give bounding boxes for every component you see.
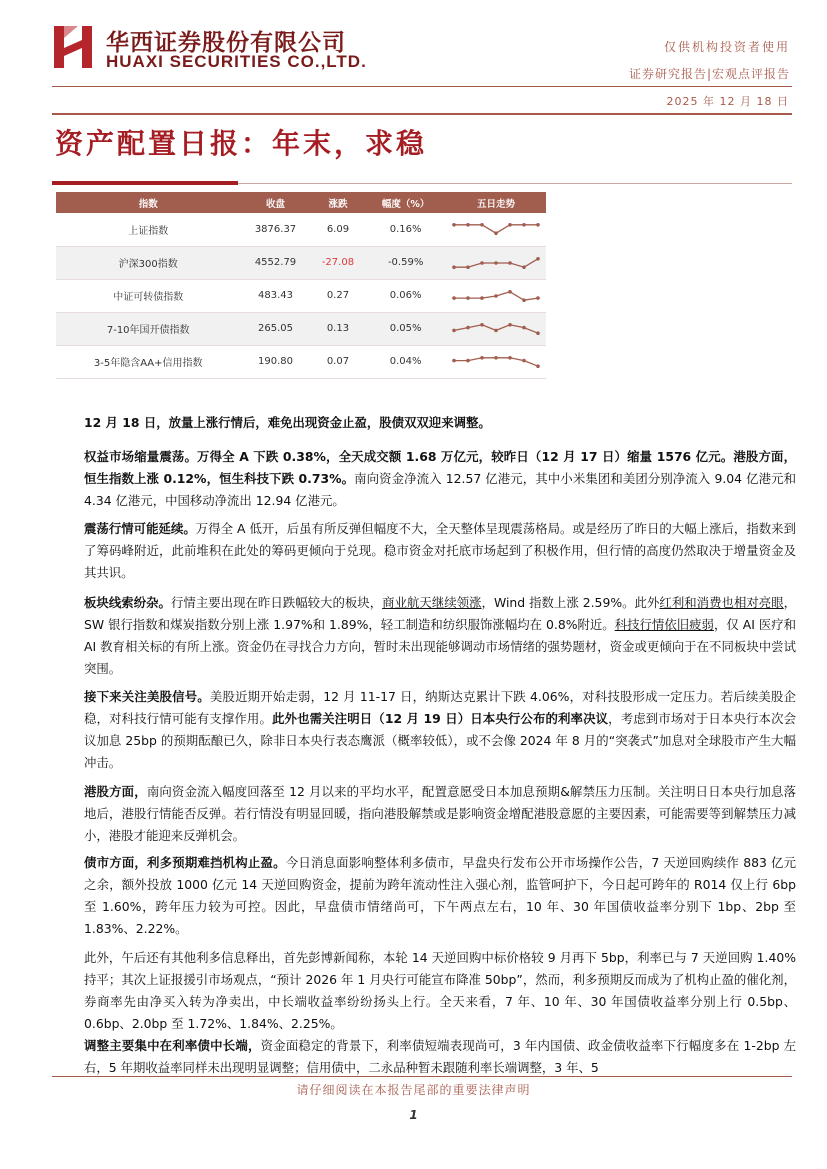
sparkline-point [494,328,498,332]
sector-highlight-tech: 科技行情依旧疲弱 [614,617,714,632]
sparkline-point [452,223,456,227]
sparkline-point [522,358,526,362]
title-underline [238,183,792,184]
market-summary-table [56,192,546,379]
sparkline-point [480,323,484,327]
boj-highlight: 此外也需关注明日（12 月 19 日）日本央行公布的利率决议 [272,711,609,726]
hk-lead: 港股方面， [84,784,147,799]
index-change: 0.27 [311,279,366,312]
report-date: 2025 年 12 月 18 日 [666,95,789,108]
sparkline-point [452,328,456,332]
index-pct: 0.16% [365,213,446,246]
sparkline-point [466,265,470,269]
sparkline-point [508,223,512,227]
index-close: 3876.37 [240,213,310,246]
sparkline [451,219,541,239]
index-name: 沪深300指数 [56,246,240,279]
trend-cell [446,279,546,312]
index-change: 0.13 [311,312,366,345]
trend-cell [446,345,546,378]
sector-text-c: ，SW 银行指数和煤炭指数分别上涨 1.97%和 1.89%，轻工制造和纺织服饰涨幅均在 0.8%附近。 [84,595,797,632]
index-name: 3-5年隐含AA+信用指数 [56,345,240,378]
index-close: 265.05 [240,312,310,345]
title-underline-accent [52,181,238,185]
sparkline-point [466,325,470,329]
sparkline-point [480,356,484,360]
sparkline [451,352,541,372]
summary-paragraph: 12 月 18 日，放量上涨行情后，难免出现资金止盈，股债双双迎来调整。 [84,415,491,430]
brand-name-cn: 华西证券股份有限公司 [106,30,346,56]
index-name: 7-10年国开债指数 [56,312,240,345]
us-stock-text-b: ，考虑到市场对于日本央行本次会议加息 25bp 的预期酝酿已久，除非日本央行表态鹰派（概率较低），或不会像 2024 年 8 月的“突袭式”加息对全球股市产生大幅冲击。 [84,711,797,770]
rate-paragraph [84,1035,796,1079]
sparkline-point [536,296,540,300]
sparkline-point [494,294,498,298]
table-row [56,213,546,246]
sector-text-b: ，Wind 指数上涨 2.59%。此外 [481,595,660,610]
volatility-text: 万得全 A 低开，后虽有所反弹但幅度不大，全天整体呈现震荡格局。或是经历了昨日的大幅上涨后，指数来到了筹码峰附近，此前堆积在此处的筹码更倾向于兑现。稳市资金对托底市场起到了积极作用，但行情的高度仍然取决于增量资金及其共识。 [84,521,796,580]
investor-notice: 仅供机构投资者使用 [663,40,790,54]
sparkline-point [536,223,540,227]
index-pct: 0.04% [365,345,446,378]
sector-highlight-dividend: 红利和消费也相对亮眼 [659,595,784,610]
sector-text-d: ，仅 AI 医疗和 AI 教育相关标的有所上涨。资金仍在寻找合力方向，暂时未出现能够调动市场情绪的强势题材，资金或更倾向于在不同板块中尝试突围。 [84,617,797,676]
footer-divider [52,1076,792,1077]
sparkline-point [536,364,540,368]
sparkline-point [536,331,540,335]
sparkline-point [466,296,470,300]
trend-cell [446,213,546,246]
hk-text: 南向资金流入幅度回落至 12 月以来的平均水平，配置意愿受日本加息预期&解禁压力压制。关注明日日本央行加息落地后，港股行情能否反弹。若行情没有明显回暖，指向港股解禁或是影响资金增配港股意愿的主要因素，可能需要等到解禁压力减小，港股才能迎来反弹机会。 [84,784,796,843]
index-change: 6.09 [311,213,366,246]
header-divider-thick [52,113,792,115]
table-row [56,345,546,378]
sparkline [451,286,541,306]
rate-lead: 调整主要集中在利率债中长端， [84,1038,261,1053]
equity-lead: 权益市场缩量震荡。万得全 A 下跌 0.38%，全天成交额 1.68 万亿元，较昨日（12 月 17 日）缩量 1576 亿元。港股方面，恒生指数上涨 0.12%，恒生科技下跌 0.73%。 [84,449,796,486]
sector-highlight-aerospace: 商业航天继续领涨 [382,595,482,610]
sparkline-point [480,296,484,300]
page-number: 1 [409,1108,418,1122]
index-name: 中证可转债指数 [56,279,240,312]
sparkline-point [494,356,498,360]
index-close: 4552.79 [240,246,310,279]
sparkline-point [452,296,456,300]
sector-lead: 板块线索纷杂。 [84,595,171,610]
sparkline-point [494,261,498,265]
table-row [56,279,546,312]
sparkline-point [466,223,470,227]
bond-text: 今日消息面影响整体利多债市，早盘央行发布公开市场操作公告，7 天逆回购续作 883 亿元之余，额外投放 1000 亿元 14 天逆回购资金，提前为跨年流动性注入强心剂，监管呵护下，今日起可跨年的 R014 仅上行 6bp 至 1.60%，跨年压力较为可控。因此，早盘债市情绪尚可，下午两点左右，10 年、30 年国债收益率分别下 1bp、2bp 至 1.83%、2.22%。 [84,855,797,936]
sparkline-point [522,223,526,227]
equity-text: 南向资金净流入 12.57 亿港元，其中小米集团和美团分别净流入 9.04 亿港元和 4.34 亿港元，中国移动净流出 12.94 亿港元。 [84,471,796,508]
sparkline [451,253,541,273]
col-header-close: 收盘 [240,192,310,213]
rate-text: 资金面稳定的背景下，利率债短端表现尚可，3 年内国债、政金债收益率下行幅度多在 1-2bp 左右，5 年期收益率同样未出现明显调整；信用债中，二永品种暂未跟随利率长端调整，3 年、5 [84,1038,797,1075]
index-change: 0.07 [311,345,366,378]
sparkline-point [480,223,484,227]
col-header-change: 涨跌 [311,192,366,213]
report-category: 证券研究报告|宏观点评报告 [628,67,790,81]
volatility-paragraph [84,518,796,584]
index-change: -27.08 [311,246,366,279]
us-stock-lead: 接下来关注美股信号。 [84,689,210,704]
brand-name-en: HUAXI SECURITIES CO.,LTD. [106,52,367,71]
us-stock-paragraph [84,686,796,774]
sparkline-point [522,298,526,302]
table-row [56,312,546,345]
bond-extra-paragraph: 此外，午后还有其他利多信息释出，首先彭博新闻称，本轮 14 天逆回购中标价格较 9 月再下 5bp，利率已与 7 天逆回购 1.40%持平；其次上证报援引市场观点，“预计 2026 年 1 月央行可能宣布降准 50bp”，然而，利多预期反而成为了机构止盈的催化剂，券商率先由净买入转为净卖出，中长端收益率纷纷扬头上行。全天来看，7 年、10 年、30 年国债收益率分别上行 0.5bp、0.6bp、2.0bp 至 1.72%、1.84%、2.25%。 [84,950,796,1031]
sparkline-point [508,261,512,265]
sparkline-point [452,265,456,269]
bond-lead: 债市方面，利多预期难挡机构止盈。 [84,855,286,870]
sparkline-point [466,358,470,362]
report-title: 资产配置日报：年末，求稳 [55,127,428,160]
sparkline-point [522,265,526,269]
index-pct: 0.06% [365,279,446,312]
table-header-row [56,192,546,213]
sparkline-point [508,290,512,294]
trend-cell [446,246,546,279]
sector-paragraph [84,592,796,680]
sparkline-point [452,358,456,362]
hk-paragraph [84,781,796,847]
index-close: 190.80 [240,345,310,378]
us-stock-text-a: 美股近期开始走弱，12 月 11-17 日，纳斯达克累计下跌 4.06%，对科技股形成一定压力。若后续美股企稳，对科技行情可能有支撑作用。 [84,689,797,726]
col-header-index: 指数 [56,192,240,213]
equity-paragraph [84,446,796,512]
sector-text-a: 行情主要出现在昨日跌幅较大的板块， [170,595,383,610]
index-pct: -0.59% [365,246,446,279]
sparkline-point [508,356,512,360]
trend-cell [446,312,546,345]
table-row [56,246,546,279]
volatility-lead: 震荡行情可能延续。 [84,521,196,536]
sparkline [451,319,541,339]
sparkline-point [536,257,540,261]
sparkline-point [480,261,484,265]
legal-disclaimer: 请仔细阅读在本报告尾部的重要法律声明 [296,1083,531,1097]
bond-paragraph [84,852,796,940]
sparkline-point [508,323,512,327]
sparkline-point [522,325,526,329]
col-header-pct: 幅度（%） [365,192,446,213]
header-divider [52,86,792,87]
index-name: 上证指数 [56,213,240,246]
sparkline-point [494,232,498,236]
index-close: 483.43 [240,279,310,312]
col-header-trend: 五日走势 [446,192,546,213]
index-pct: 0.05% [365,312,446,345]
huaxi-logo [52,22,94,70]
